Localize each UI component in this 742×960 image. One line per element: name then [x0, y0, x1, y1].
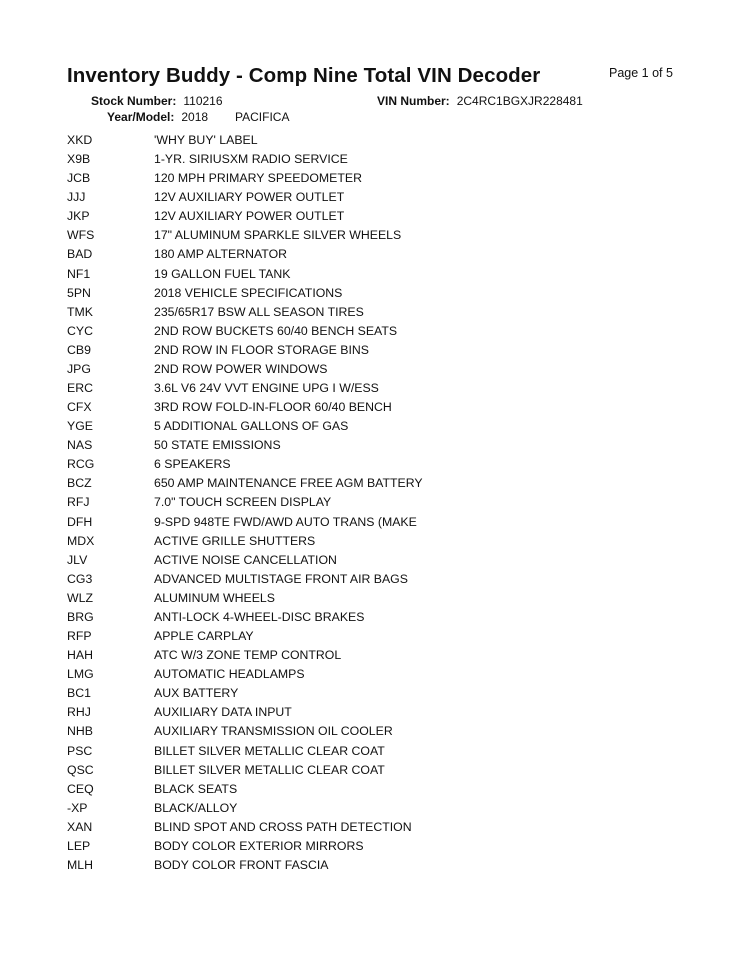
option-code: ERC — [67, 381, 93, 396]
option-description: 2ND ROW IN FLOOR STORAGE BINS — [154, 342, 369, 357]
option-row — [67, 379, 687, 398]
vin-number-value: 2C4RC1BGXJR228481 — [456, 94, 583, 108]
option-code: RFP — [67, 629, 92, 644]
option-description: 19 GALLON FUEL TANK — [154, 266, 291, 281]
option-row — [67, 722, 687, 741]
option-row — [67, 589, 687, 608]
option-row — [67, 284, 687, 303]
page-number: Page 1 of 5 — [609, 66, 673, 80]
option-description: ANTI-LOCK 4-WHEEL-DISC BRAKES — [154, 609, 365, 624]
option-code: RHJ — [67, 705, 91, 720]
option-description: APPLE CARPLAY — [154, 629, 254, 644]
option-description: AUTOMATIC HEADLAMPS — [154, 667, 305, 682]
option-code: XKD — [67, 133, 93, 147]
option-code: JLV — [67, 552, 88, 567]
option-row — [67, 799, 687, 818]
option-row — [67, 780, 687, 799]
option-description: 235/65R17 BSW ALL SEASON TIRES — [154, 304, 364, 319]
option-code: NHB — [67, 724, 93, 739]
option-row — [67, 856, 687, 875]
option-row — [67, 551, 687, 570]
option-row — [67, 150, 687, 169]
option-code: YGE — [67, 419, 93, 434]
option-code: 5PN — [67, 285, 91, 300]
option-row — [67, 341, 687, 360]
option-code: TMK — [67, 304, 93, 319]
year-model-field — [107, 110, 208, 124]
model-value: PACIFICA — [235, 110, 290, 124]
vin-number-label: VIN Number: — [377, 94, 450, 108]
option-code: PSC — [67, 743, 93, 758]
option-code: BC1 — [67, 686, 91, 701]
option-row — [67, 245, 687, 264]
option-description: 9-SPD 948TE FWD/AWD AUTO TRANS (MAKE — [154, 514, 417, 529]
option-code: QSC — [67, 762, 94, 777]
option-description: AUXILIARY TRANSMISSION OIL COOLER — [154, 724, 393, 739]
option-row — [67, 837, 687, 856]
option-row — [67, 169, 687, 188]
option-code: X9B — [67, 152, 91, 167]
option-row — [67, 570, 687, 589]
option-description: ALUMINUM WHEELS — [154, 590, 275, 605]
option-description: 12V AUXILIARY POWER OUTLET — [154, 209, 345, 224]
vin-number-field — [377, 94, 583, 108]
option-description: 12V AUXILIARY POWER OUTLET — [154, 190, 345, 205]
option-description: 3RD ROW FOLD-IN-FLOOR 60/40 BENCH — [154, 400, 392, 415]
option-row — [67, 303, 687, 322]
option-description: BILLET SILVER METALLIC CLEAR COAT — [154, 743, 385, 758]
option-code: CYC — [67, 323, 93, 338]
option-code: RFJ — [67, 495, 90, 510]
option-row — [67, 207, 687, 226]
option-row — [67, 646, 687, 665]
option-description: 120 MPH PRIMARY SPEEDOMETER — [154, 171, 362, 186]
option-description: BLACK SEATS — [154, 781, 238, 796]
option-row — [67, 398, 687, 417]
option-row — [67, 742, 687, 761]
option-code: CFX — [67, 400, 92, 415]
option-row — [67, 131, 687, 150]
option-row — [67, 474, 687, 493]
option-description: 650 AMP MAINTENANCE FREE AGM BATTERY — [154, 476, 423, 491]
option-row — [67, 665, 687, 684]
stock-number-field — [91, 94, 223, 108]
option-row — [67, 322, 687, 341]
option-description: ACTIVE NOISE CANCELLATION — [154, 552, 337, 567]
option-code: DFH — [67, 514, 93, 529]
option-description: BODY COLOR EXTERIOR MIRRORS — [154, 838, 364, 853]
option-row — [67, 703, 687, 722]
stock-number-label: Stock Number: — [91, 94, 177, 108]
option-row — [67, 188, 687, 207]
document-title: Inventory Buddy - Comp Nine Total VIN Decoder — [67, 64, 541, 87]
option-code: CEQ — [67, 781, 94, 796]
option-description: ACTIVE GRILLE SHUTTERS — [154, 533, 316, 548]
option-description: 7.0" TOUCH SCREEN DISPLAY — [154, 495, 332, 510]
option-code: MLH — [67, 857, 93, 872]
options-list — [67, 131, 687, 875]
option-row — [67, 436, 687, 455]
option-code: LEP — [67, 838, 91, 853]
option-row — [67, 818, 687, 837]
option-code: XAN — [67, 819, 93, 834]
option-description: BLACK/ALLOY — [154, 800, 238, 815]
option-description: BILLET SILVER METALLIC CLEAR COAT — [154, 762, 385, 777]
option-row — [67, 532, 687, 551]
option-description: AUX BATTERY — [154, 686, 239, 701]
option-code: HAH — [67, 648, 93, 663]
year-model-label: Year/Model: — [107, 110, 175, 124]
option-description: ATC W/3 ZONE TEMP CONTROL — [154, 648, 342, 663]
option-code: LMG — [67, 667, 94, 682]
option-row — [67, 493, 687, 512]
option-row — [67, 513, 687, 532]
option-code: BRG — [67, 609, 94, 624]
option-description: 17" ALUMINUM SPARKLE SILVER WHEELS — [154, 228, 402, 243]
option-code: NAS — [67, 438, 93, 453]
stock-number-value: 110216 — [183, 94, 223, 108]
year-value: 2018 — [181, 110, 209, 124]
option-row — [67, 417, 687, 436]
option-code: BCZ — [67, 476, 92, 491]
option-description: 'WHY BUY' LABEL — [154, 133, 258, 147]
option-description: BLIND SPOT AND CROSS PATH DETECTION — [154, 819, 412, 834]
option-code: CG3 — [67, 571, 93, 586]
option-description: 2ND ROW BUCKETS 60/40 BENCH SEATS — [154, 323, 398, 338]
option-code: WLZ — [67, 590, 93, 605]
option-code: RCG — [67, 457, 95, 472]
option-description: 2ND ROW POWER WINDOWS — [154, 361, 328, 376]
option-code: JKP — [67, 209, 90, 224]
option-row — [67, 226, 687, 245]
option-description: 2018 VEHICLE SPECIFICATIONS — [154, 285, 343, 300]
option-description: AUXILIARY DATA INPUT — [154, 705, 292, 720]
option-description: 6 SPEAKERS — [154, 457, 231, 472]
option-description: ADVANCED MULTISTAGE FRONT AIR BAGS — [154, 571, 408, 586]
option-code: BAD — [67, 247, 93, 262]
option-code: WFS — [67, 228, 95, 243]
option-row — [67, 360, 687, 379]
option-code: NF1 — [67, 266, 91, 281]
option-description: 3.6L V6 24V VVT ENGINE UPG I W/ESS — [154, 381, 379, 396]
option-code: JPG — [67, 361, 91, 376]
option-description: BODY COLOR FRONT FASCIA — [154, 857, 329, 872]
option-code: CB9 — [67, 342, 91, 357]
option-row — [67, 265, 687, 284]
option-row — [67, 627, 687, 646]
option-code: JJJ — [67, 190, 86, 205]
option-description: 5 ADDITIONAL GALLONS OF GAS — [154, 419, 349, 434]
option-code: MDX — [67, 533, 95, 548]
option-row — [67, 761, 687, 780]
option-code: -XP — [67, 800, 88, 815]
option-code: JCB — [67, 171, 91, 186]
option-description: 1-YR. SIRIUSXM RADIO SERVICE — [154, 152, 348, 167]
option-description: 50 STATE EMISSIONS — [154, 438, 281, 453]
option-row — [67, 608, 687, 627]
option-description: 180 AMP ALTERNATOR — [154, 247, 288, 262]
option-row — [67, 684, 687, 703]
option-row — [67, 455, 687, 474]
